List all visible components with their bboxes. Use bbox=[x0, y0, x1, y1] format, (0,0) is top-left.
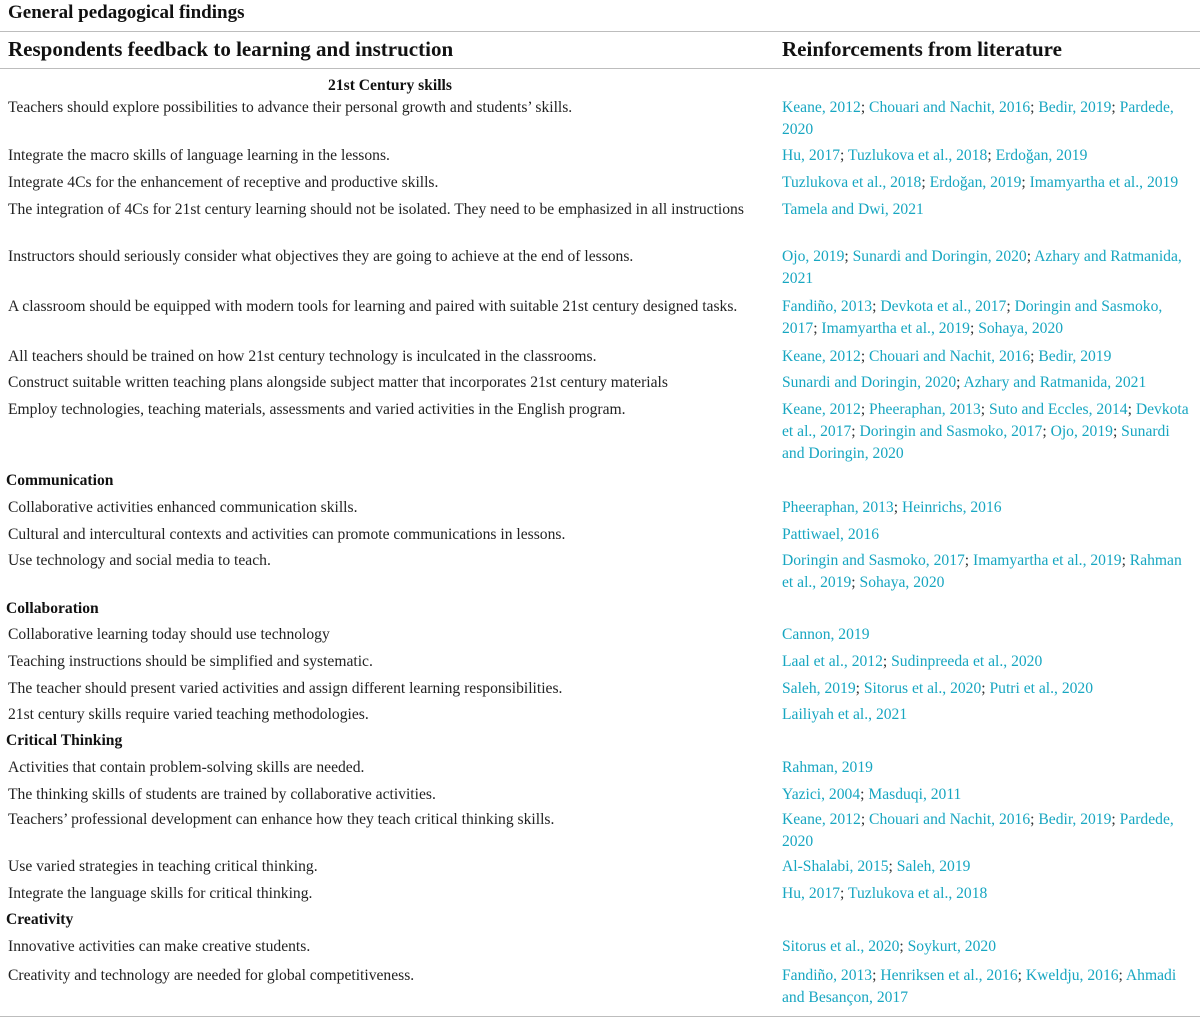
table-row bbox=[0, 809, 1200, 856]
table-row bbox=[0, 524, 1200, 550]
citation-separator: ; bbox=[1030, 811, 1039, 828]
references-cell bbox=[782, 809, 1194, 853]
citation-link[interactable]: Sunardi and Doringin, 2020 bbox=[782, 423, 1170, 462]
section-heading: 21st Century skills bbox=[328, 77, 452, 94]
feedback-cell: Use technology and social media to teach. bbox=[8, 552, 271, 569]
feedback-cell: All teachers should be trained on how 21st century technology is inculcated in the classrooms. bbox=[8, 348, 597, 365]
citation-link[interactable]: Ahmadi and Besançon, 2017 bbox=[782, 967, 1177, 1006]
table-row bbox=[0, 965, 1200, 1006]
citation-link[interactable]: Henriksen et al., 2016 bbox=[880, 967, 1018, 984]
references-cell bbox=[782, 757, 1194, 779]
citation-separator: ; bbox=[956, 374, 964, 391]
table-row bbox=[0, 372, 1200, 399]
citation-link[interactable]: Erdoğan, 2019 bbox=[995, 147, 1088, 164]
column-header-feedback: Respondents feedback to learning and instruction bbox=[8, 37, 454, 61]
group-heading: Communication bbox=[6, 472, 114, 489]
citation-link[interactable]: Pardede, 2020 bbox=[782, 99, 1174, 138]
table-title: General pedagogical findings bbox=[8, 2, 245, 23]
citation-separator: ; bbox=[981, 680, 990, 697]
citation-link[interactable]: Imamyartha et al., 2019 bbox=[973, 552, 1122, 569]
citation-separator: ; bbox=[969, 320, 979, 337]
table-row bbox=[0, 936, 1200, 965]
citation-separator: ; bbox=[840, 147, 848, 164]
feedback-cell: Cultural and intercultural contexts and activities can promote communications in lessons. bbox=[8, 526, 566, 543]
citation-link[interactable]: Devkota et al., 2017 bbox=[880, 298, 1007, 315]
feedback-cell: Construct suitable written teaching plans alongside subject matter that incorporates 21st century materials bbox=[8, 374, 668, 391]
citation-link[interactable]: Saleh, 2019 bbox=[896, 858, 971, 875]
table-row bbox=[0, 145, 1200, 172]
citation-link[interactable]: Keane, 2012 bbox=[782, 99, 861, 116]
table-row bbox=[0, 651, 1200, 678]
references-cell bbox=[782, 246, 1194, 290]
references-cell bbox=[782, 524, 1194, 546]
table-row bbox=[0, 172, 1200, 199]
citation-link[interactable]: Pheeraphan, 2013 bbox=[869, 401, 981, 418]
citation-separator: ; bbox=[987, 147, 996, 164]
citation-link[interactable]: Al-Shalabi, 2015 bbox=[782, 858, 889, 875]
references-cell bbox=[782, 651, 1194, 673]
citation-link[interactable]: Tamela and Dwi, 2021 bbox=[782, 201, 924, 218]
citation-link[interactable]: Chouari and Nachit, 2016 bbox=[869, 811, 1031, 828]
feedback-cell: Innovative activities can make creative students. bbox=[8, 938, 311, 955]
table-row bbox=[0, 550, 1200, 598]
bottom-rule bbox=[0, 1016, 1200, 1017]
citation-separator: ; bbox=[921, 174, 930, 191]
table-row bbox=[0, 296, 1200, 346]
citation-link[interactable]: Rahman et al., 2019 bbox=[782, 552, 1182, 591]
references-cell bbox=[782, 624, 1194, 646]
citation-separator: ; bbox=[1026, 248, 1035, 265]
citation-link[interactable]: Cannon, 2019 bbox=[782, 626, 870, 643]
citation-link[interactable]: Fandiño, 2013 bbox=[782, 967, 873, 984]
citation-separator: ; bbox=[964, 552, 974, 569]
citation-link[interactable]: Hu, 2017 bbox=[782, 147, 841, 164]
feedback-cell: Instructors should seriously consider what objectives they are going to achieve at the end of lessons. bbox=[8, 248, 634, 265]
column-header-literature: Reinforcements from literature bbox=[782, 37, 1062, 61]
table-row bbox=[0, 624, 1200, 651]
citation-separator: ; bbox=[872, 967, 881, 984]
citation-link[interactable]: Heinrichs, 2016 bbox=[901, 499, 1002, 516]
citation-link[interactable]: Sudinpreeda et al., 2020 bbox=[891, 653, 1043, 670]
citation-link[interactable]: Rahman, 2019 bbox=[782, 759, 873, 776]
citation-separator: ; bbox=[1111, 811, 1120, 828]
citation-link[interactable]: Laal et al., 2012 bbox=[782, 653, 883, 670]
citation-separator: ; bbox=[980, 401, 990, 418]
citation-link[interactable]: Fandiño, 2013 bbox=[782, 298, 873, 315]
citation-link[interactable]: Tuzlukova et al., 2018 bbox=[848, 885, 988, 902]
citation-separator: ; bbox=[1030, 348, 1039, 365]
feedback-cell: The thinking skills of students are trained by collaborative activities. bbox=[8, 786, 436, 803]
citation-link[interactable]: Azhary and Ratmanida, 2021 bbox=[963, 374, 1147, 391]
feedback-cell: Collaborative learning today should use technology bbox=[8, 626, 330, 643]
citation-separator: ; bbox=[893, 499, 902, 516]
table-row bbox=[0, 399, 1200, 470]
citation-link[interactable]: Hu, 2017 bbox=[782, 885, 841, 902]
citation-link[interactable]: Devkota et al., 2017 bbox=[782, 401, 1189, 440]
references-cell bbox=[782, 145, 1194, 167]
group-heading: Critical Thinking bbox=[6, 732, 123, 749]
feedback-cell: Collaborative activities enhanced communication skills. bbox=[8, 499, 358, 516]
feedback-cell: Creativity and technology are needed for global competitiveness. bbox=[8, 967, 415, 984]
table-row bbox=[0, 199, 1200, 246]
citation-link[interactable]: Bedir, 2019 bbox=[1038, 99, 1112, 116]
group-row bbox=[0, 909, 1200, 936]
citation-link[interactable]: Sunardi and Doringin, 2020 bbox=[782, 374, 957, 391]
feedback-cell: Use varied strategies in teaching critical thinking. bbox=[8, 858, 318, 875]
citation-link[interactable]: Imamyartha et al., 2019 bbox=[1029, 174, 1179, 191]
feedback-cell: Integrate the macro skills of language learning in the lessons. bbox=[8, 147, 390, 164]
citation-separator: ; bbox=[860, 401, 870, 418]
citation-separator: ; bbox=[851, 574, 860, 591]
feedback-cell: The teacher should present varied activities and assign different learning responsibilities. bbox=[8, 680, 563, 697]
references-cell bbox=[782, 965, 1194, 1009]
citation-separator: ; bbox=[860, 786, 869, 803]
table-row bbox=[0, 856, 1200, 883]
citation-link[interactable]: Doringin and Sasmoko, 2017 bbox=[782, 298, 1163, 337]
group-heading: Collaboration bbox=[6, 600, 99, 617]
table-row bbox=[0, 757, 1200, 784]
citation-separator: ; bbox=[851, 423, 860, 440]
group-row bbox=[0, 598, 1200, 624]
citation-link[interactable]: Pheeraphan, 2013 bbox=[782, 499, 894, 516]
citation-link[interactable]: Pattiwael, 2016 bbox=[782, 526, 880, 543]
references-cell bbox=[782, 346, 1194, 368]
references-cell bbox=[782, 784, 1194, 806]
citation-separator: ; bbox=[1111, 99, 1120, 116]
citation-link[interactable]: Sohaya, 2020 bbox=[859, 574, 945, 591]
group-heading: Creativity bbox=[6, 911, 74, 928]
citation-link[interactable]: Kweldju, 2016 bbox=[1025, 967, 1119, 984]
citation-link[interactable]: Sunardi and Doringin, 2020 bbox=[852, 248, 1027, 265]
feedback-cell: Employ technologies, teaching materials, assessments and varied activities in the English program. bbox=[8, 401, 626, 418]
citation-separator: ; bbox=[882, 653, 892, 670]
citation-separator: ; bbox=[860, 348, 870, 365]
feedback-cell: The integration of 4Cs for 21st century learning should not be isolated. They need to be emphasized in all instructions bbox=[8, 201, 744, 218]
citation-link[interactable]: Bedir, 2019 bbox=[1038, 348, 1112, 365]
table-body bbox=[0, 75, 1200, 1006]
references-cell bbox=[782, 97, 1194, 141]
citation-link[interactable]: Masduqi, 2011 bbox=[868, 786, 962, 803]
citation-separator: ; bbox=[840, 885, 848, 902]
citation-separator: ; bbox=[855, 680, 864, 697]
citation-link[interactable]: Suto and Eccles, 2014 bbox=[989, 401, 1128, 418]
citation-separator: ; bbox=[872, 298, 881, 315]
feedback-cell: A classroom should be equipped with modern tools for learning and paired with suitable 21st century designed tasks. bbox=[8, 298, 738, 315]
references-cell bbox=[782, 678, 1194, 700]
table-row bbox=[0, 497, 1200, 524]
feedback-cell: Integrate 4Cs for the enhancement of receptive and productive skills. bbox=[8, 174, 439, 191]
references-cell bbox=[782, 936, 1194, 958]
citation-link[interactable]: Azhary and Ratmanida, 2021 bbox=[782, 248, 1182, 287]
references-cell bbox=[782, 172, 1194, 194]
header-rule bbox=[0, 68, 1200, 69]
table-row bbox=[0, 704, 1200, 730]
references-cell bbox=[782, 296, 1194, 340]
feedback-cell: Activities that contain problem-solving skills are needed. bbox=[8, 759, 365, 776]
feedback-cell: Integrate the language skills for critical thinking. bbox=[8, 885, 313, 902]
citation-link[interactable]: Sitorus et al., 2020 bbox=[863, 680, 982, 697]
citation-separator: ; bbox=[813, 320, 822, 337]
citation-separator: ; bbox=[1042, 423, 1051, 440]
citation-separator: ; bbox=[1127, 401, 1136, 418]
citation-link[interactable]: Tuzlukova et al., 2018 bbox=[782, 174, 922, 191]
citation-separator: ; bbox=[1017, 967, 1026, 984]
citation-link[interactable]: Ojo, 2019 bbox=[782, 248, 845, 265]
group-row bbox=[0, 730, 1200, 757]
citation-separator: ; bbox=[860, 99, 870, 116]
top-rule bbox=[0, 31, 1200, 32]
citation-link[interactable]: Keane, 2012 bbox=[782, 811, 861, 828]
references-cell bbox=[782, 856, 1194, 878]
table-row bbox=[0, 883, 1200, 909]
table-row bbox=[0, 246, 1200, 296]
citation-link[interactable]: Doringin and Sasmoko, 2017 bbox=[859, 423, 1043, 440]
references-cell bbox=[782, 550, 1194, 594]
citation-separator: ; bbox=[844, 248, 853, 265]
feedback-cell: 21st century skills require varied teaching methodologies. bbox=[8, 706, 369, 723]
section-row bbox=[0, 75, 1200, 97]
citation-separator: ; bbox=[1121, 552, 1130, 569]
table-row bbox=[0, 97, 1200, 145]
references-cell bbox=[782, 399, 1194, 465]
citation-link[interactable]: Bedir, 2019 bbox=[1038, 811, 1112, 828]
citation-separator: ; bbox=[899, 938, 908, 955]
citation-link[interactable]: Sohaya, 2020 bbox=[978, 320, 1064, 337]
citation-separator: ; bbox=[860, 811, 870, 828]
citation-link[interactable]: Chouari and Nachit, 2016 bbox=[869, 348, 1031, 365]
references-cell bbox=[782, 704, 1194, 726]
citation-separator: ; bbox=[1006, 298, 1015, 315]
table-row bbox=[0, 346, 1200, 372]
citation-link[interactable]: Ojo, 2019 bbox=[1050, 423, 1113, 440]
citation-link[interactable]: Tuzlukova et al., 2018 bbox=[848, 147, 988, 164]
references-cell bbox=[782, 883, 1194, 905]
references-cell bbox=[782, 372, 1194, 394]
citation-separator: ; bbox=[1030, 99, 1039, 116]
table-row bbox=[0, 678, 1200, 704]
citation-link[interactable]: Soykurt, 2020 bbox=[907, 938, 996, 955]
references-cell bbox=[782, 497, 1194, 519]
feedback-cell: Teachers’ professional development can enhance how they teach critical thinking skills. bbox=[8, 811, 555, 828]
citation-link[interactable]: Putri et al., 2020 bbox=[989, 680, 1094, 697]
citation-link[interactable]: Lailiyah et al., 2021 bbox=[782, 706, 908, 723]
table-row bbox=[0, 784, 1200, 809]
citation-link[interactable]: Erdoğan, 2019 bbox=[929, 174, 1022, 191]
citation-link[interactable]: Keane, 2012 bbox=[782, 401, 861, 418]
feedback-cell: Teaching instructions should be simplified and systematic. bbox=[8, 653, 373, 670]
citation-link[interactable]: Pardede, 2020 bbox=[782, 811, 1174, 850]
citation-separator: ; bbox=[1021, 174, 1030, 191]
citation-link[interactable]: Keane, 2012 bbox=[782, 348, 861, 365]
citation-link[interactable]: Saleh, 2019 bbox=[782, 680, 856, 697]
citation-separator: ; bbox=[888, 858, 897, 875]
feedback-cell: Teachers should explore possibilities to advance their personal growth and students’ skills. bbox=[8, 99, 573, 116]
citation-link[interactable]: Doringin and Sasmoko, 2017 bbox=[782, 552, 965, 569]
citation-link[interactable]: Imamyartha et al., 2019 bbox=[821, 320, 970, 337]
citation-separator: ; bbox=[1112, 423, 1122, 440]
citation-separator: ; bbox=[1118, 967, 1126, 984]
citation-link[interactable]: Yazici, 2004 bbox=[782, 786, 861, 803]
references-cell bbox=[782, 199, 1194, 221]
citation-link[interactable]: Chouari and Nachit, 2016 bbox=[869, 99, 1031, 116]
group-row bbox=[0, 470, 1200, 497]
citation-link[interactable]: Sitorus et al., 2020 bbox=[782, 938, 900, 955]
